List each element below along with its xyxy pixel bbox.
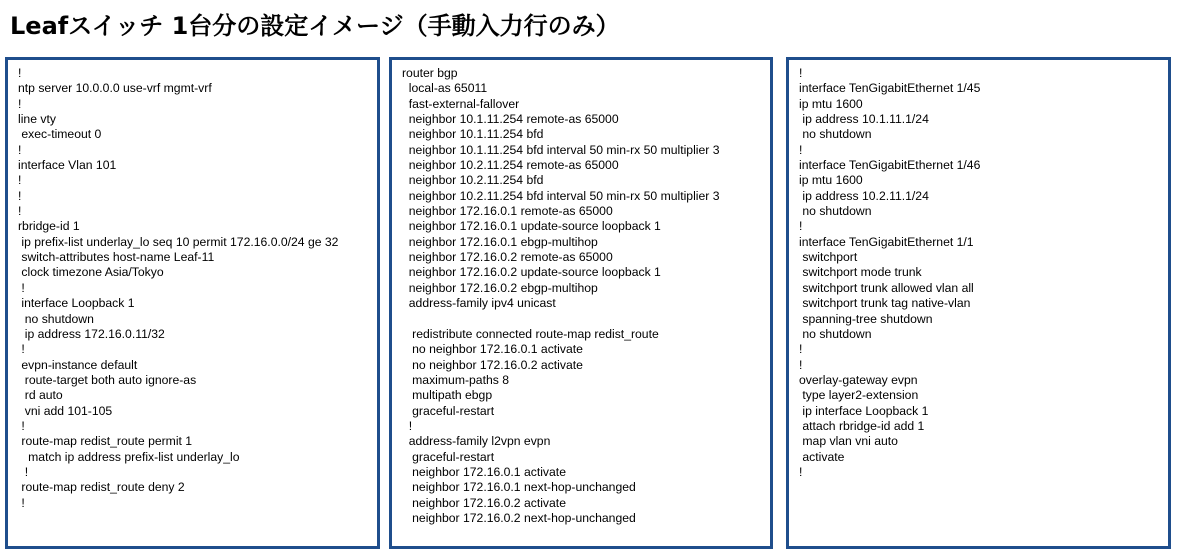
config-line: graceful-restart xyxy=(402,403,495,418)
config-line: route-target both auto ignore-as xyxy=(18,372,197,387)
config-line: neighbor 10.2.11.254 bfd interval 50 min-rx 50 multiplier 3 xyxy=(402,188,720,203)
config-line: ! xyxy=(799,464,803,479)
config-line: match ip address prefix-list underlay_lo xyxy=(18,449,240,464)
config-line: neighbor 172.16.0.2 ebgp-multihop xyxy=(402,280,598,295)
config-line: neighbor 172.16.0.1 update-source loopback 1 xyxy=(402,219,661,234)
config-line: graceful-restart xyxy=(402,449,495,464)
config-line: no neighbor 172.16.0.1 activate xyxy=(402,342,583,357)
config-line: ! xyxy=(18,96,22,111)
config-line: ! xyxy=(18,66,22,80)
config-line: type layer2-extension xyxy=(799,388,919,403)
config-line: ! xyxy=(799,219,803,234)
config-line: local-as 65011 xyxy=(402,81,488,96)
config-line xyxy=(402,312,770,327)
config-line: ntp server 10.0.0.0 use-vrf mgmt-vrf xyxy=(18,81,212,96)
config-panel-interfaces xyxy=(786,57,1171,549)
config-line: route-map redist_route deny 2 xyxy=(18,480,185,495)
config-line: ip interface Loopback 1 xyxy=(799,403,929,418)
config-line: attach rbridge-id add 1 xyxy=(799,418,925,433)
config-line: switch-attributes host-name Leaf-11 xyxy=(18,250,215,265)
config-line: ! xyxy=(18,142,22,157)
config-line: neighbor 10.2.11.254 remote-as 65000 xyxy=(402,158,619,173)
config-line: ! xyxy=(18,495,25,510)
config-line: ip mtu 1600 xyxy=(799,173,863,188)
config-line: spanning-tree shutdown xyxy=(799,311,933,326)
page-title: Leafスイッチ 1台分の設定イメージ（手動入力行のみ） xyxy=(10,12,620,40)
config-line: ! xyxy=(799,66,803,80)
config-line: ip mtu 1600 xyxy=(799,96,863,111)
config-line: activate xyxy=(799,449,845,464)
config-line: neighbor 172.16.0.2 activate xyxy=(402,495,566,510)
config-line: vni add 101-105 xyxy=(18,403,113,418)
config-line: rbridge-id 1 xyxy=(18,219,80,234)
config-line: no shutdown xyxy=(799,127,872,142)
config-lines xyxy=(402,66,770,526)
config-line: router bgp xyxy=(402,66,458,80)
config-line: ip prefix-list underlay_lo seq 10 permit 172.16.0.0/24 ge 32 xyxy=(18,234,339,249)
config-line: ! xyxy=(18,188,22,203)
config-line: neighbor 172.16.0.2 next-hop-unchanged xyxy=(402,510,636,525)
config-line: address-family l2vpn evpn xyxy=(402,434,551,449)
config-line: ! xyxy=(18,342,25,357)
config-line: switchport trunk allowed vlan all xyxy=(799,280,974,295)
config-line: line vty xyxy=(18,112,56,127)
config-line: switchport trunk tag native-vlan xyxy=(799,296,971,311)
config-line: no neighbor 172.16.0.2 activate xyxy=(402,357,583,372)
config-line: switchport xyxy=(799,250,858,265)
config-line: route-map redist_route permit 1 xyxy=(18,434,193,449)
config-line: ip address 10.2.11.1/24 xyxy=(799,188,929,203)
config-line: neighbor 172.16.0.2 update-source loopback 1 xyxy=(402,265,661,280)
config-lines xyxy=(18,66,377,511)
config-line: neighbor 10.2.11.254 bfd xyxy=(402,173,544,188)
config-line: switchport mode trunk xyxy=(799,265,922,280)
config-line: neighbor 10.1.11.254 remote-as 65000 xyxy=(402,112,619,127)
config-line: interface TenGigabitEthernet 1/46 xyxy=(799,158,981,173)
config-line: map vlan vni auto xyxy=(799,434,898,449)
config-line: ! xyxy=(799,342,803,357)
config-line: ! xyxy=(799,142,803,157)
config-line: address-family ipv4 unicast xyxy=(402,296,556,311)
config-line: ! xyxy=(18,204,22,219)
config-line: neighbor 172.16.0.1 remote-as 65000 xyxy=(402,204,613,219)
config-line: rd auto xyxy=(18,388,63,403)
config-line: maximum-paths 8 xyxy=(402,372,510,387)
config-line: neighbor 172.16.0.1 ebgp-multihop xyxy=(402,234,598,249)
config-line: ! xyxy=(18,173,22,188)
config-line: redistribute connected route-map redist_route xyxy=(402,326,659,341)
config-line: ! xyxy=(18,280,25,295)
config-line: ! xyxy=(18,418,25,433)
config-line: no shutdown xyxy=(799,204,872,219)
config-line: no shutdown xyxy=(799,326,872,341)
config-line: interface TenGigabitEthernet 1/1 xyxy=(799,234,974,249)
config-lines xyxy=(799,66,1168,480)
config-line: multipath ebgp xyxy=(402,388,493,403)
config-line: interface Vlan 101 xyxy=(18,158,117,173)
config-line: no shutdown xyxy=(18,311,94,326)
config-line: overlay-gateway evpn xyxy=(799,372,918,387)
config-panel-bgp xyxy=(389,57,773,549)
config-line: fast-external-fallover xyxy=(402,96,520,111)
config-line: ! xyxy=(18,464,29,479)
config-line: neighbor 172.16.0.2 remote-as 65000 xyxy=(402,250,613,265)
config-line: neighbor 10.1.11.254 bfd interval 50 min-rx 50 multiplier 3 xyxy=(402,142,720,157)
config-panel-system xyxy=(5,57,380,549)
config-line: interface TenGigabitEthernet 1/45 xyxy=(799,81,981,96)
config-line: neighbor 172.16.0.1 activate xyxy=(402,464,566,479)
config-line: ip address 172.16.0.11/32 xyxy=(18,326,165,341)
config-line: interface Loopback 1 xyxy=(18,296,135,311)
config-line: neighbor 10.1.11.254 bfd xyxy=(402,127,544,142)
config-line: exec-timeout 0 xyxy=(18,127,102,142)
config-line: ! xyxy=(402,418,413,433)
config-line: clock timezone Asia/Tokyo xyxy=(18,265,164,280)
config-line: neighbor 172.16.0.1 next-hop-unchanged xyxy=(402,480,636,495)
config-line: evpn-instance default xyxy=(18,357,138,372)
config-line: ! xyxy=(799,357,803,372)
config-line: ip address 10.1.11.1/24 xyxy=(799,112,929,127)
